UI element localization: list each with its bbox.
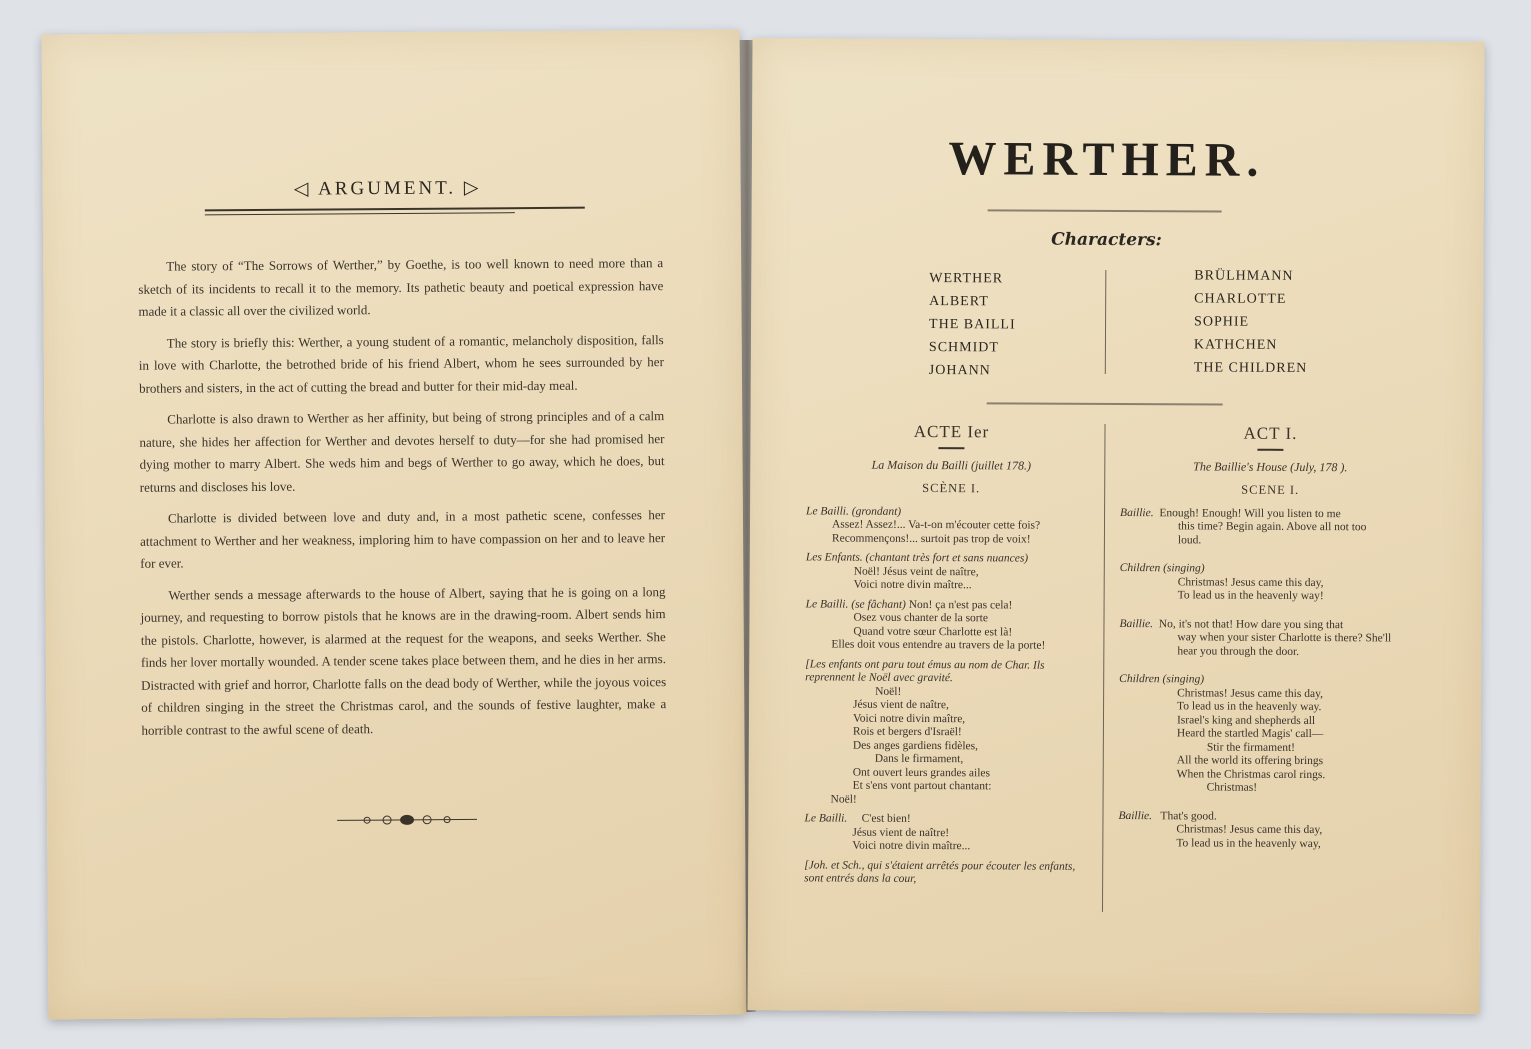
act-rule xyxy=(938,447,964,449)
character-name: ALBERT xyxy=(929,294,989,310)
speaker: Children (singing) xyxy=(1119,673,1205,686)
verse-line: Dans le firmament, xyxy=(874,752,964,766)
act-heading-en: ACT I. xyxy=(1243,423,1298,443)
argument-paragraph: Charlotte is divided between love and duty and, in a most pathetic scene, confesses her attachment to Werther and her weakness, imploring him to have compassion on her and to leave her for ever. xyxy=(140,507,666,571)
argument-heading: ◁ ARGUMENT. ▷ xyxy=(293,177,482,200)
speaker-line xyxy=(1118,810,1418,825)
speaker: Children (singing) xyxy=(1119,562,1205,575)
verse-line: this time? Begin again. Above all not too xyxy=(1177,520,1367,534)
verse-line: Noël! Jésus veint de naître, xyxy=(853,565,979,578)
character-name: SOPHIE xyxy=(1194,314,1250,330)
dialogue-block xyxy=(1119,618,1419,660)
speaker: Baillie. xyxy=(1120,506,1154,519)
ornament-icon xyxy=(337,811,477,828)
verse-line: Ont ouvert leurs grandes ailes xyxy=(852,766,991,779)
verse-line: Recommençons!... surtoit pas trop de voix! xyxy=(831,532,1031,546)
dialogue-block xyxy=(804,859,1094,888)
characters-divider xyxy=(1105,270,1107,374)
verse-line: way when your sister Charlotte is there? She'll xyxy=(1177,631,1392,645)
dialogue-block xyxy=(806,505,1096,547)
verse-line: Christmas! Jesus came this day, xyxy=(1177,686,1324,700)
speaker: Le Bailli. xyxy=(804,812,848,825)
argument-paragraph: Charlotte is also drawn to Werther as her affinity, but being of strong principles and of a calm nature, she hides her affection for Werther and devotes herself to duty—for she had promised her dying mother to marry Albert. She weds him and begs of Werther to go away, which he does, but returns and discloses his love. xyxy=(139,408,665,495)
verse-line: C'est bien! xyxy=(861,812,911,825)
verse-line: Quand votre sœur Charlotte est là! xyxy=(853,625,1013,638)
dialogue-block xyxy=(806,551,1096,593)
argument-paragraph: The story is briefly this: Werther, a young student of a romantic, melancholy disposition, falls in love with Charlotte, the betrothed bride of his friend Albert, whom he sees surrounded by her brothers and sisters, in the act of cutting the bread and butter for their mid-day meal. xyxy=(138,331,664,396)
verse-line: Christmas! Jesus came this day, xyxy=(1176,823,1323,837)
verse-line: Non! ça n'est pas cela! xyxy=(908,598,1013,611)
argument-body xyxy=(138,252,666,751)
verse-line: That's good. xyxy=(1160,809,1217,823)
characters-heading: Characters: xyxy=(1051,229,1162,251)
verse-line: Jésus vient de naître! xyxy=(852,826,950,839)
column-divider xyxy=(1102,424,1106,912)
verse-line: Enough! Enough! Will you listen to me xyxy=(1159,506,1341,520)
right-page xyxy=(747,38,1484,1014)
verse-line: Elles doit vous entendre au travers de la porte! xyxy=(831,638,1046,652)
verse-line: Noël! xyxy=(830,793,857,806)
setting-fr: La Maison du Bailli (juillet 178.) xyxy=(871,457,1032,473)
verse-line: Christmas! xyxy=(1206,781,1258,794)
stage-direction: [Les enfants ont paru tout émus au nom de Char. Ils reprennent le Noël avec gravité. xyxy=(805,657,1045,685)
character-name: THE CHILDREN xyxy=(1193,360,1308,376)
verse-line: Et s'ens vont partout chantant: xyxy=(852,779,992,793)
character-name: JOHANN xyxy=(928,363,991,379)
verse-line: hear you through the door. xyxy=(1177,644,1300,658)
title-rule xyxy=(988,209,1222,212)
character-name: KATHCHEN xyxy=(1193,337,1278,353)
character-name: THE BAILLI xyxy=(929,317,1016,333)
argument-rule-thin xyxy=(205,212,515,215)
scene-heading-en: SCENE I. xyxy=(1241,482,1300,497)
speaker-line xyxy=(804,812,1094,827)
verse-line: Christmas! Jesus came this day, xyxy=(1177,575,1324,589)
speaker: Baillie. xyxy=(1119,617,1154,630)
verse-line: To lead us in the heavenly way. xyxy=(1177,700,1322,714)
verse-line: Voici notre divin maître, xyxy=(852,712,966,725)
character-name: CHARLOTTE xyxy=(1194,291,1287,307)
setting-en: The Baillie's House (July, 178 ). xyxy=(1193,458,1348,474)
act-rule xyxy=(1257,448,1283,450)
act-heading-fr: ACTE Ier xyxy=(913,421,990,442)
dialogue-block xyxy=(805,598,1095,654)
verse-line: Heard the startled Magis' call— xyxy=(1176,727,1324,741)
scene-heading-fr: SCÈNE I. xyxy=(922,480,981,496)
verse-line: To lead us in the heavenly way! xyxy=(1177,589,1324,603)
verse-line: Noël! xyxy=(875,685,902,698)
verse-line: Voici notre divin maître... xyxy=(853,578,972,592)
verse-line: When the Christmas carol rings. xyxy=(1176,767,1326,781)
speaker: Le Bailli. (grondant) xyxy=(806,504,902,518)
characters-list-right xyxy=(1194,264,1365,380)
verse-line: Osez vous chanter de la sorte xyxy=(853,611,988,625)
dialogue-block xyxy=(1119,673,1420,796)
speaker-line xyxy=(806,598,1096,613)
verse-line: Rois et bergers d'Israël! xyxy=(852,725,962,739)
dialogue-block xyxy=(805,658,1096,808)
left-page xyxy=(42,30,747,1020)
speaker: Le Bailli. (se fâchant) xyxy=(805,597,906,611)
argument-paragraph: Werther sends a message afterwards to the house of Albert, saying that he is going on a long journey, and requesting to borrow pistols that he knows are in the drawing-room. Albert sends him the pistols. Charlotte, however, is alarmed at the request for the weapons, and seeks Werther. She finds her lover mortally wounded. A tender scene takes place between them, and he dies in her arms. Distracted with grief and horror, Charlotte falls on the dead body of Werther, while the joyous voices of children singing in the street the Christmas carol, and the sounds of festive laughter, make a horrible contrast to the awful scene of death. xyxy=(140,583,667,738)
verse-line: Jésus vient de naître, xyxy=(853,698,949,712)
speaker: Baillie. xyxy=(1118,809,1153,822)
character-name: SCHMIDT xyxy=(928,340,999,356)
verse-line: No, it's not that! How dare you sing that xyxy=(1158,617,1344,631)
page-title: WERTHER. xyxy=(948,132,1266,187)
dialogue-block xyxy=(1120,507,1420,549)
verse-line: Stir the firmament! xyxy=(1206,740,1296,754)
character-name: WERTHER xyxy=(929,271,1004,287)
argument-rule xyxy=(205,207,585,212)
speaker: Les Enfants. (chantant très fort et sans nuances) xyxy=(805,551,1029,565)
verse-line: Voici notre divin maître... xyxy=(852,839,971,853)
english-libretto-column xyxy=(1118,423,1420,867)
dialogue-block xyxy=(804,812,1094,854)
stage-direction: [Joh. et Sch., qui s'étaient arrêtés pour écouter les enfants, sont entrés dans la cour, xyxy=(804,858,1076,885)
verse-line: Israel's king and shepherds all xyxy=(1176,713,1316,727)
dialogue-block xyxy=(1118,810,1418,852)
verse-line: All the world its offering brings xyxy=(1176,754,1324,768)
character-name: BRÜLHMANN xyxy=(1194,268,1294,284)
verse-line: To lead us in the heavenly way, xyxy=(1176,836,1321,850)
french-libretto-column xyxy=(804,421,1096,893)
speaker-line xyxy=(1119,618,1419,633)
section-rule xyxy=(987,402,1223,405)
verse-line: Des anges gardiens fidèles, xyxy=(852,739,979,752)
verse-line: Assez! Assez!... Va-t-on m'écouter cette fois? xyxy=(831,518,1041,532)
argument-paragraph: The story of “The Sorrows of Werther,” by Goethe, is too well known to need more than a sketch of its incidents to recall it to the memory. Its pathetic beauty and poetical expression have made it a classic all over the civilized world. xyxy=(138,255,664,319)
characters-list-left xyxy=(929,267,1100,383)
speaker-line xyxy=(1120,507,1420,522)
dialogue-block xyxy=(1120,562,1420,604)
verse-line: loud. xyxy=(1177,533,1202,546)
